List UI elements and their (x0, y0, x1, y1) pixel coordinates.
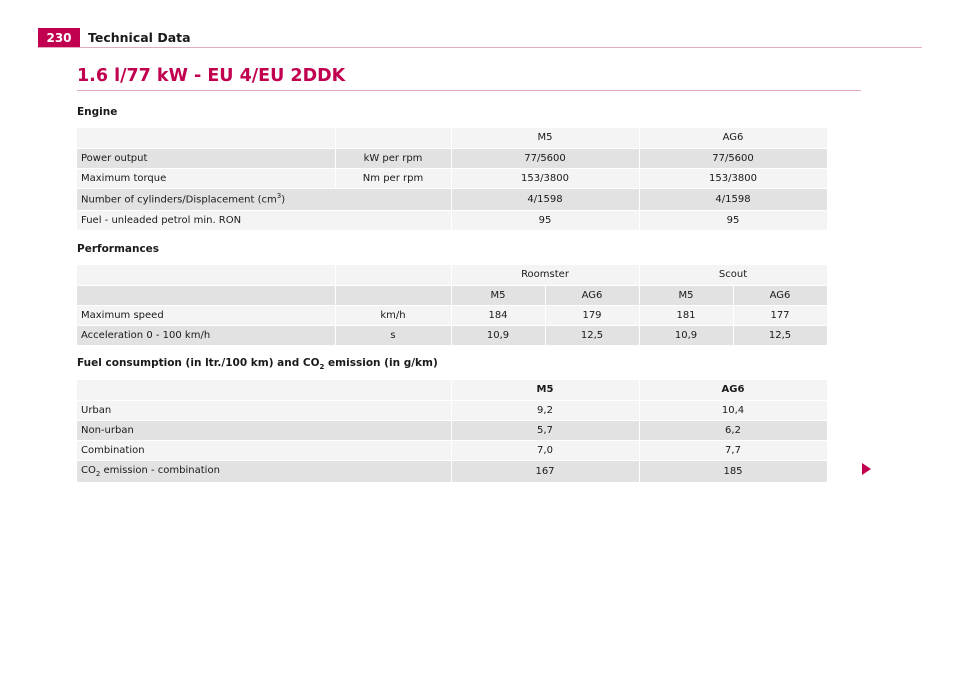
title-rule (77, 90, 861, 91)
column-header: M5 (451, 380, 639, 400)
fuel-table (77, 380, 828, 483)
table-row (77, 168, 827, 188)
table-row (77, 305, 827, 325)
row-unit: km/h (335, 305, 451, 325)
table-cell: 95 (451, 210, 639, 230)
table-row (77, 440, 827, 460)
table-row (77, 188, 827, 210)
table-cell: 153/3800 (639, 168, 827, 188)
table-cell: 6,2 (639, 420, 827, 440)
row-label: Fuel - unleaded petrol min. RON (77, 210, 451, 230)
table-cell: 179 (545, 305, 639, 325)
column-header: AG6 (733, 285, 827, 305)
table-cell: 10,9 (451, 325, 545, 345)
row-unit: kW per rpm (335, 148, 451, 168)
table-cell: 185 (639, 460, 827, 482)
engine-table (77, 128, 828, 231)
table-cell: 10,4 (639, 400, 827, 420)
row-label: Power output (77, 148, 335, 168)
table-cell: 184 (451, 305, 545, 325)
column-header: M5 (451, 128, 639, 148)
engine-heading: Engine (77, 106, 118, 118)
row-label: Combination (77, 440, 451, 460)
row-unit: Nm per rpm (335, 168, 451, 188)
table-row (77, 420, 827, 440)
table-row (77, 210, 827, 230)
table-cell: 12,5 (733, 325, 827, 345)
table-cell: 5,7 (451, 420, 639, 440)
table-header-row (77, 285, 827, 305)
table-group-row (77, 265, 827, 285)
header-rule (38, 47, 922, 48)
fuel-heading: Fuel consumption (in ltr./100 km) and $CO_2$ emission (in g/km) (77, 357, 438, 372)
column-header: AG6 (639, 128, 827, 148)
column-header: AG6 (545, 285, 639, 305)
table-row (77, 400, 827, 420)
table-cell: 77/5600 (639, 148, 827, 168)
table-row (77, 325, 827, 345)
group-header: Roomster (451, 265, 639, 285)
table-cell: 9,2 (451, 400, 639, 420)
table-cell: 95 (639, 210, 827, 230)
column-header: M5 (639, 285, 733, 305)
table-header-row (77, 380, 827, 400)
table-header-row (77, 128, 827, 148)
table-cell: 7,7 (639, 440, 827, 460)
table-cell: 77/5600 (451, 148, 639, 168)
table-cell: 10,9 (639, 325, 733, 345)
group-header: Scout (639, 265, 827, 285)
performances-table (77, 265, 828, 346)
column-header: M5 (451, 285, 545, 305)
table-cell: 153/3800 (451, 168, 639, 188)
table-cell: 12,5 (545, 325, 639, 345)
running-head: Technical Data (88, 30, 191, 45)
row-unit: s (335, 325, 451, 345)
table-cell: 181 (639, 305, 733, 325)
table-cell: 7,0 (451, 440, 639, 460)
table-cell: 167 (451, 460, 639, 482)
table-cell: 4/1598 (639, 188, 827, 210)
row-label: Maximum speed (77, 305, 335, 325)
page-number: 230 (38, 28, 80, 48)
table-row (77, 148, 827, 168)
row-label: Urban (77, 400, 451, 420)
triangle-right-icon[interactable] (862, 463, 871, 475)
row-label: Acceleration 0 - 100 km/h (77, 325, 335, 345)
performances-heading: Performances (77, 243, 160, 255)
row-label: Maximum torque (77, 168, 335, 188)
row-label: Number of cylinders/Displacement $(cm^3)$ (77, 188, 451, 210)
column-header: AG6 (639, 380, 827, 400)
row-label: Non-urban (77, 420, 451, 440)
table-cell: 4/1598 (451, 188, 639, 210)
row-label: $CO_2$ emission - combination (77, 460, 451, 482)
page-title: 1.6 l/77 kW - EU 4/EU 2DDK (77, 66, 346, 86)
table-cell: 177 (733, 305, 827, 325)
page-header (38, 28, 922, 48)
table-row (77, 460, 827, 482)
